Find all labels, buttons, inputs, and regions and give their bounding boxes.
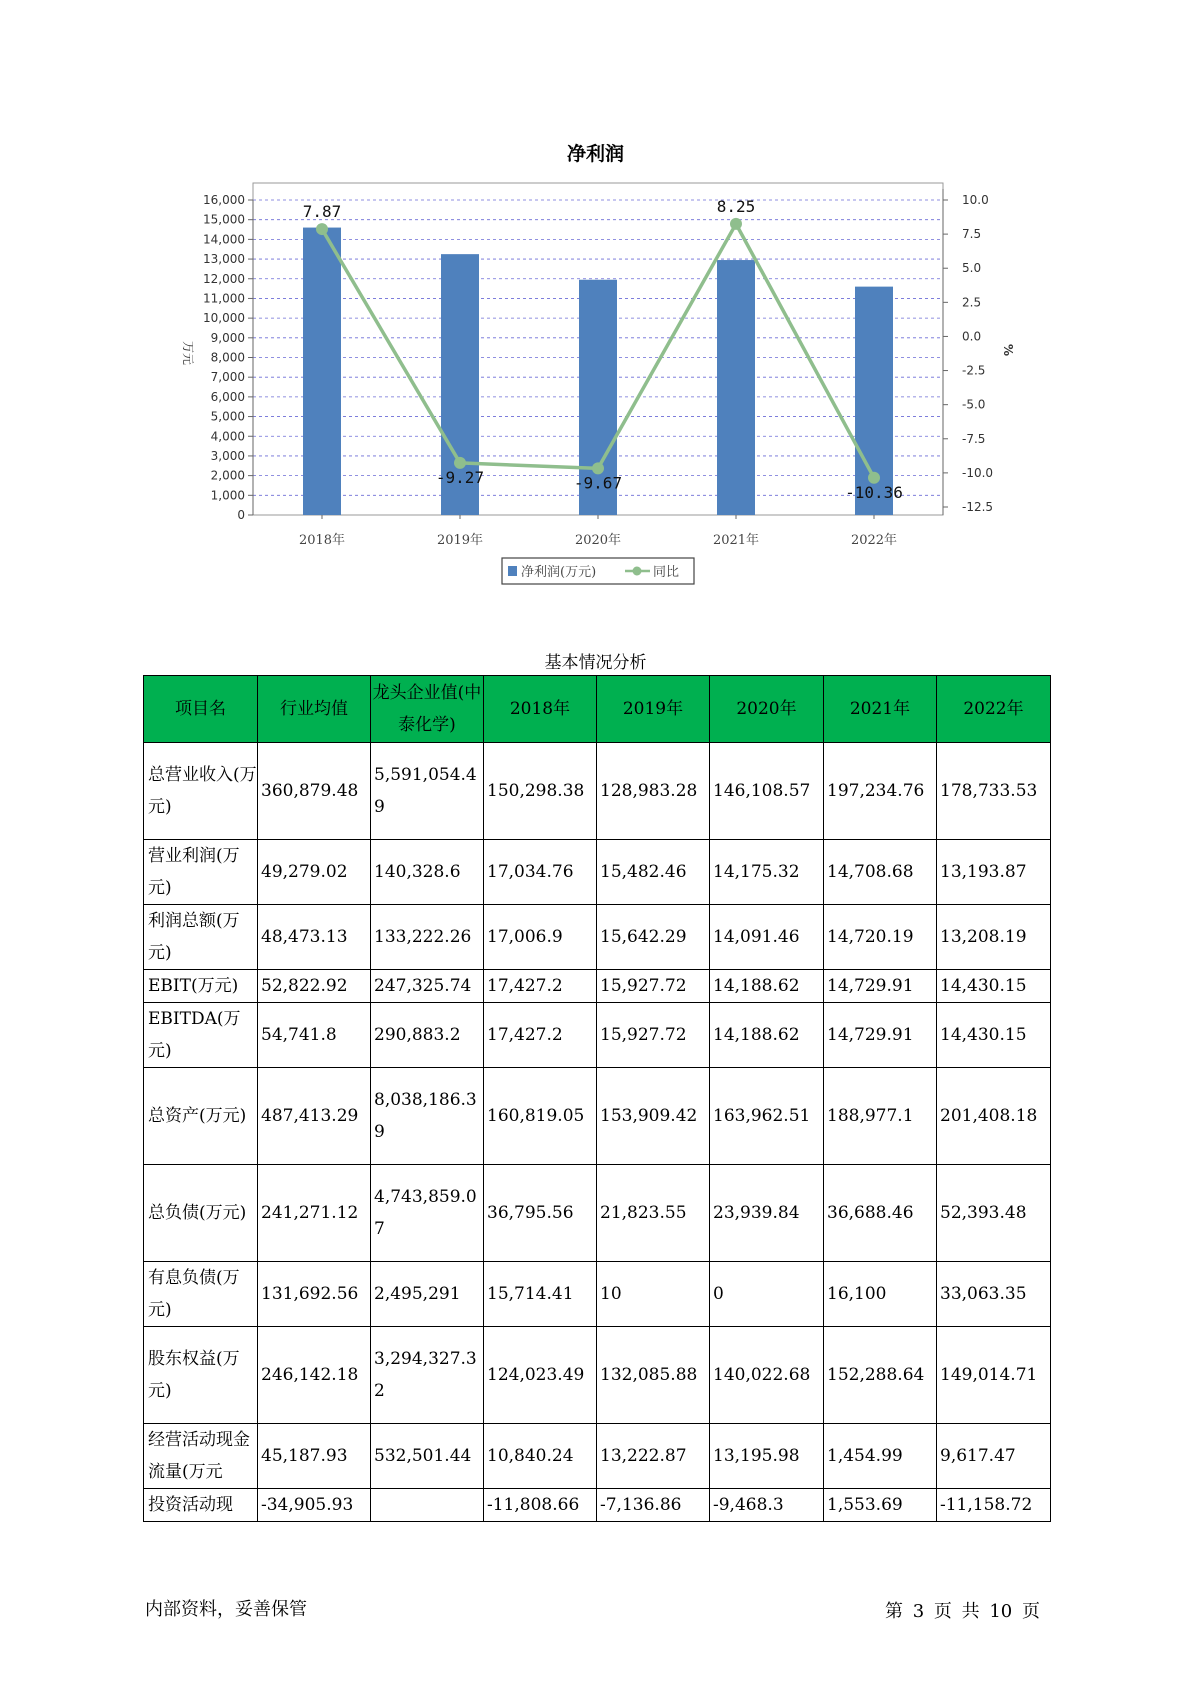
table-cell: -34,905.93 bbox=[258, 1489, 371, 1522]
left-tick-label: 16,000 bbox=[203, 193, 245, 207]
row-item-name: 营业利润(万元) bbox=[144, 840, 258, 905]
row-item-name: 利润总额(万元) bbox=[144, 905, 258, 970]
table-cell: 0 bbox=[710, 1262, 824, 1327]
right-tick-label: -5.0 bbox=[962, 397, 986, 412]
header-leader-value: 龙头企业值(中泰化学) bbox=[371, 676, 484, 743]
header-2021: 2021年 bbox=[824, 676, 937, 743]
left-tick-label: 5,000 bbox=[210, 409, 245, 424]
left-tick-label: 12,000 bbox=[203, 271, 245, 286]
legend-line-marker bbox=[633, 567, 642, 576]
table-cell: 23,939.84 bbox=[710, 1165, 824, 1262]
table-cell: 4,743,859.07 bbox=[371, 1165, 484, 1262]
table-cell: 52,822.92 bbox=[258, 970, 371, 1003]
left-tick-label: 6,000 bbox=[210, 389, 245, 404]
x-category-label: 2019年 bbox=[436, 533, 484, 548]
row-item-name: 股东权益(万元) bbox=[144, 1327, 258, 1424]
table-cell: 17,006.9 bbox=[484, 905, 597, 970]
table-cell: 16,100 bbox=[824, 1262, 937, 1327]
left-tick-label: 1,000 bbox=[210, 488, 245, 503]
table-cell: 153,909.42 bbox=[597, 1068, 710, 1165]
table-cell: 14,188.62 bbox=[710, 970, 824, 1003]
table-cell: 188,977.1 bbox=[824, 1068, 937, 1165]
table-cell: 9,617.47 bbox=[937, 1424, 1051, 1489]
table-row bbox=[144, 970, 1051, 1003]
table-cell: 13,222.87 bbox=[597, 1424, 710, 1489]
left-tick-label: 11,000 bbox=[203, 291, 245, 306]
table-cell: 17,034.76 bbox=[484, 840, 597, 905]
row-item-name: 经营活动现金流量(万元 bbox=[144, 1424, 258, 1489]
table-row bbox=[144, 1327, 1051, 1424]
table-cell: 247,325.74 bbox=[371, 970, 484, 1003]
table-cell: 3,294,327.32 bbox=[371, 1327, 484, 1424]
right-tick-label: -12.5 bbox=[962, 500, 994, 514]
table-cell: -11,808.66 bbox=[484, 1489, 597, 1522]
left-tick-label: 3,000 bbox=[210, 448, 245, 463]
table-cell: 13,208.19 bbox=[937, 905, 1051, 970]
table-row bbox=[144, 1489, 1051, 1522]
table-cell: 124,023.49 bbox=[484, 1327, 597, 1424]
right-tick-label: 5.0 bbox=[962, 261, 982, 276]
right-tick-label: 10.0 bbox=[962, 193, 989, 207]
table-cell: 14,430.15 bbox=[937, 970, 1051, 1003]
row-item-name: EBITDA(万元) bbox=[144, 1003, 258, 1068]
table-cell: 15,927.72 bbox=[597, 970, 710, 1003]
table-cell: 45,187.93 bbox=[258, 1424, 371, 1489]
left-tick-label: 10,000 bbox=[203, 311, 245, 326]
legend bbox=[502, 558, 694, 584]
table-cell: 21,823.55 bbox=[597, 1165, 710, 1262]
chart-title: 净利润 bbox=[566, 143, 624, 165]
right-tick-label: -10.0 bbox=[962, 465, 994, 480]
table-cell: 10,840.24 bbox=[484, 1424, 597, 1489]
table-cell: 36,688.46 bbox=[824, 1165, 937, 1262]
right-tick-label: -2.5 bbox=[962, 363, 986, 378]
yoy-data-label: -9.27 bbox=[435, 467, 485, 487]
table-cell: 48,473.13 bbox=[258, 905, 371, 970]
table-cell: 132,085.88 bbox=[597, 1327, 710, 1424]
table-cell: 14,729.91 bbox=[824, 970, 937, 1003]
header-industry-average: 行业均值 bbox=[258, 676, 371, 743]
table-cell: -11,158.72 bbox=[937, 1489, 1051, 1522]
table-cell: 33,063.35 bbox=[937, 1262, 1051, 1327]
table-cell: -9,468.3 bbox=[710, 1489, 824, 1522]
table-caption: 基本情况分析 bbox=[544, 653, 647, 673]
table-row bbox=[144, 905, 1051, 970]
left-tick-label: 14,000 bbox=[203, 232, 245, 247]
table-cell: 15,642.29 bbox=[597, 905, 710, 970]
right-tick-label: 7.5 bbox=[962, 227, 982, 242]
x-category-label: 2022年 bbox=[850, 533, 898, 548]
table-cell: -7,136.86 bbox=[597, 1489, 710, 1522]
x-category-label: 2020年 bbox=[574, 533, 622, 548]
table-cell: 146,108.57 bbox=[710, 743, 824, 840]
header-2020: 2020年 bbox=[710, 676, 824, 743]
row-item-name: 有息负债(万元) bbox=[144, 1262, 258, 1327]
row-item-name: 投资活动现 bbox=[144, 1489, 258, 1522]
table-cell: 8,038,186.39 bbox=[371, 1068, 484, 1165]
table-cell: 17,427.2 bbox=[484, 1003, 597, 1068]
bar bbox=[717, 260, 755, 515]
table-cell: 160,819.05 bbox=[484, 1068, 597, 1165]
table-cell: 14,729.91 bbox=[824, 1003, 937, 1068]
left-tick-label: 9,000 bbox=[210, 330, 245, 345]
left-tick-label: 8,000 bbox=[210, 350, 245, 365]
table-row bbox=[144, 1262, 1051, 1327]
table-cell: 5,591,054.49 bbox=[371, 743, 484, 840]
table-cell: 532,501.44 bbox=[371, 1424, 484, 1489]
x-axis-categories bbox=[299, 515, 897, 548]
legend-bar-swatch bbox=[508, 566, 517, 576]
table-cell: 487,413.29 bbox=[258, 1068, 371, 1165]
table-cell: 163,962.51 bbox=[710, 1068, 824, 1165]
table-cell: 14,091.46 bbox=[710, 905, 824, 970]
yoy-data-label: 8.25 bbox=[716, 196, 756, 216]
yoy-data-label: -9.67 bbox=[573, 473, 623, 493]
header-2019: 2019年 bbox=[597, 676, 710, 743]
table-cell: 133,222.26 bbox=[371, 905, 484, 970]
table-cell: 149,014.71 bbox=[937, 1327, 1051, 1424]
bar bbox=[303, 228, 341, 515]
yoy-data-label: 7.87 bbox=[302, 202, 342, 222]
table-cell: 290,883.2 bbox=[371, 1003, 484, 1068]
table-cell: 36,795.56 bbox=[484, 1165, 597, 1262]
right-tick-label: -7.5 bbox=[962, 431, 986, 446]
left-tick-label: 13,000 bbox=[203, 252, 245, 267]
table-row bbox=[144, 1068, 1051, 1165]
row-item-name: 总营业收入(万元) bbox=[144, 743, 258, 840]
left-y-axis bbox=[203, 193, 253, 522]
table-cell: 1,553.69 bbox=[824, 1489, 937, 1522]
table-row bbox=[144, 1165, 1051, 1262]
x-category-label: 2021年 bbox=[712, 533, 760, 548]
row-item-name: 总资产(万元) bbox=[144, 1068, 258, 1165]
table-cell: 150,298.38 bbox=[484, 743, 597, 840]
left-tick-label: 15,000 bbox=[203, 212, 245, 227]
left-tick-label: 0 bbox=[237, 508, 245, 522]
left-tick-label: 2,000 bbox=[210, 468, 245, 483]
right-axis-label: % bbox=[1001, 343, 1015, 357]
right-tick-label: 0.0 bbox=[962, 329, 982, 344]
table-cell: 360,879.48 bbox=[258, 743, 371, 840]
table-cell: 15,714.41 bbox=[484, 1262, 597, 1327]
table-cell: 2,495,291 bbox=[371, 1262, 484, 1327]
table-cell: 49,279.02 bbox=[258, 840, 371, 905]
right-y-axis bbox=[943, 189, 993, 515]
table-cell: 10 bbox=[597, 1262, 710, 1327]
table-cell: 13,195.98 bbox=[710, 1424, 824, 1489]
table-cell: 128,983.28 bbox=[597, 743, 710, 840]
basic-analysis-table bbox=[143, 675, 1051, 1522]
table-row bbox=[144, 1003, 1051, 1068]
x-category-label: 2018年 bbox=[298, 533, 346, 548]
left-tick-label: 7,000 bbox=[210, 370, 245, 385]
table-cell: 140,328.6 bbox=[371, 840, 484, 905]
table-cell: 17,427.2 bbox=[484, 970, 597, 1003]
table-cell: 14,720.19 bbox=[824, 905, 937, 970]
table-cell: 54,741.8 bbox=[258, 1003, 371, 1068]
table-cell: 241,271.12 bbox=[258, 1165, 371, 1262]
table-cell: 13,193.87 bbox=[937, 840, 1051, 905]
legend-bar-label: 净利润(万元) bbox=[521, 565, 597, 580]
footer-page-number: 第 3 页 共 10 页 bbox=[885, 1601, 1040, 1622]
table-cell: 201,408.18 bbox=[937, 1068, 1051, 1165]
footer-confidential-note: 内部资料，妥善保管 bbox=[145, 1599, 307, 1620]
right-tick-label: 2.5 bbox=[962, 295, 982, 310]
yoy-data-label: -10.36 bbox=[845, 482, 903, 502]
yoy-point bbox=[730, 218, 742, 230]
yoy-point bbox=[316, 223, 328, 235]
table-cell: 152,288.64 bbox=[824, 1327, 937, 1424]
table-cell: 131,692.56 bbox=[258, 1262, 371, 1327]
table-cell: 15,482.46 bbox=[597, 840, 710, 905]
left-tick-label: 4,000 bbox=[210, 429, 245, 444]
table-cell: 246,142.18 bbox=[258, 1327, 371, 1424]
table-cell bbox=[371, 1489, 484, 1522]
header-item-name: 项目名 bbox=[144, 676, 258, 743]
table-row bbox=[144, 743, 1051, 840]
header-2018: 2018年 bbox=[484, 676, 597, 743]
table-cell: 14,430.15 bbox=[937, 1003, 1051, 1068]
table-cell: 15,927.72 bbox=[597, 1003, 710, 1068]
table-header-row bbox=[144, 676, 1051, 743]
table-cell: 178,733.53 bbox=[937, 743, 1051, 840]
legend-line-label: 同比 bbox=[653, 565, 680, 580]
table-cell: 52,393.48 bbox=[937, 1165, 1051, 1262]
net-profit-chart bbox=[0, 0, 1191, 600]
row-item-name: 总负债(万元) bbox=[144, 1165, 258, 1262]
table-cell: 14,188.62 bbox=[710, 1003, 824, 1068]
table-cell: 140,022.68 bbox=[710, 1327, 824, 1424]
row-item-name: EBIT(万元) bbox=[144, 970, 258, 1003]
table-row bbox=[144, 840, 1051, 905]
left-axis-label: 万元 bbox=[181, 340, 195, 366]
table-cell: 197,234.76 bbox=[824, 743, 937, 840]
header-2022: 2022年 bbox=[937, 676, 1051, 743]
table-cell: 1,454.99 bbox=[824, 1424, 937, 1489]
table-cell: 14,708.68 bbox=[824, 840, 937, 905]
table-row bbox=[144, 1424, 1051, 1489]
table-cell: 14,175.32 bbox=[710, 840, 824, 905]
